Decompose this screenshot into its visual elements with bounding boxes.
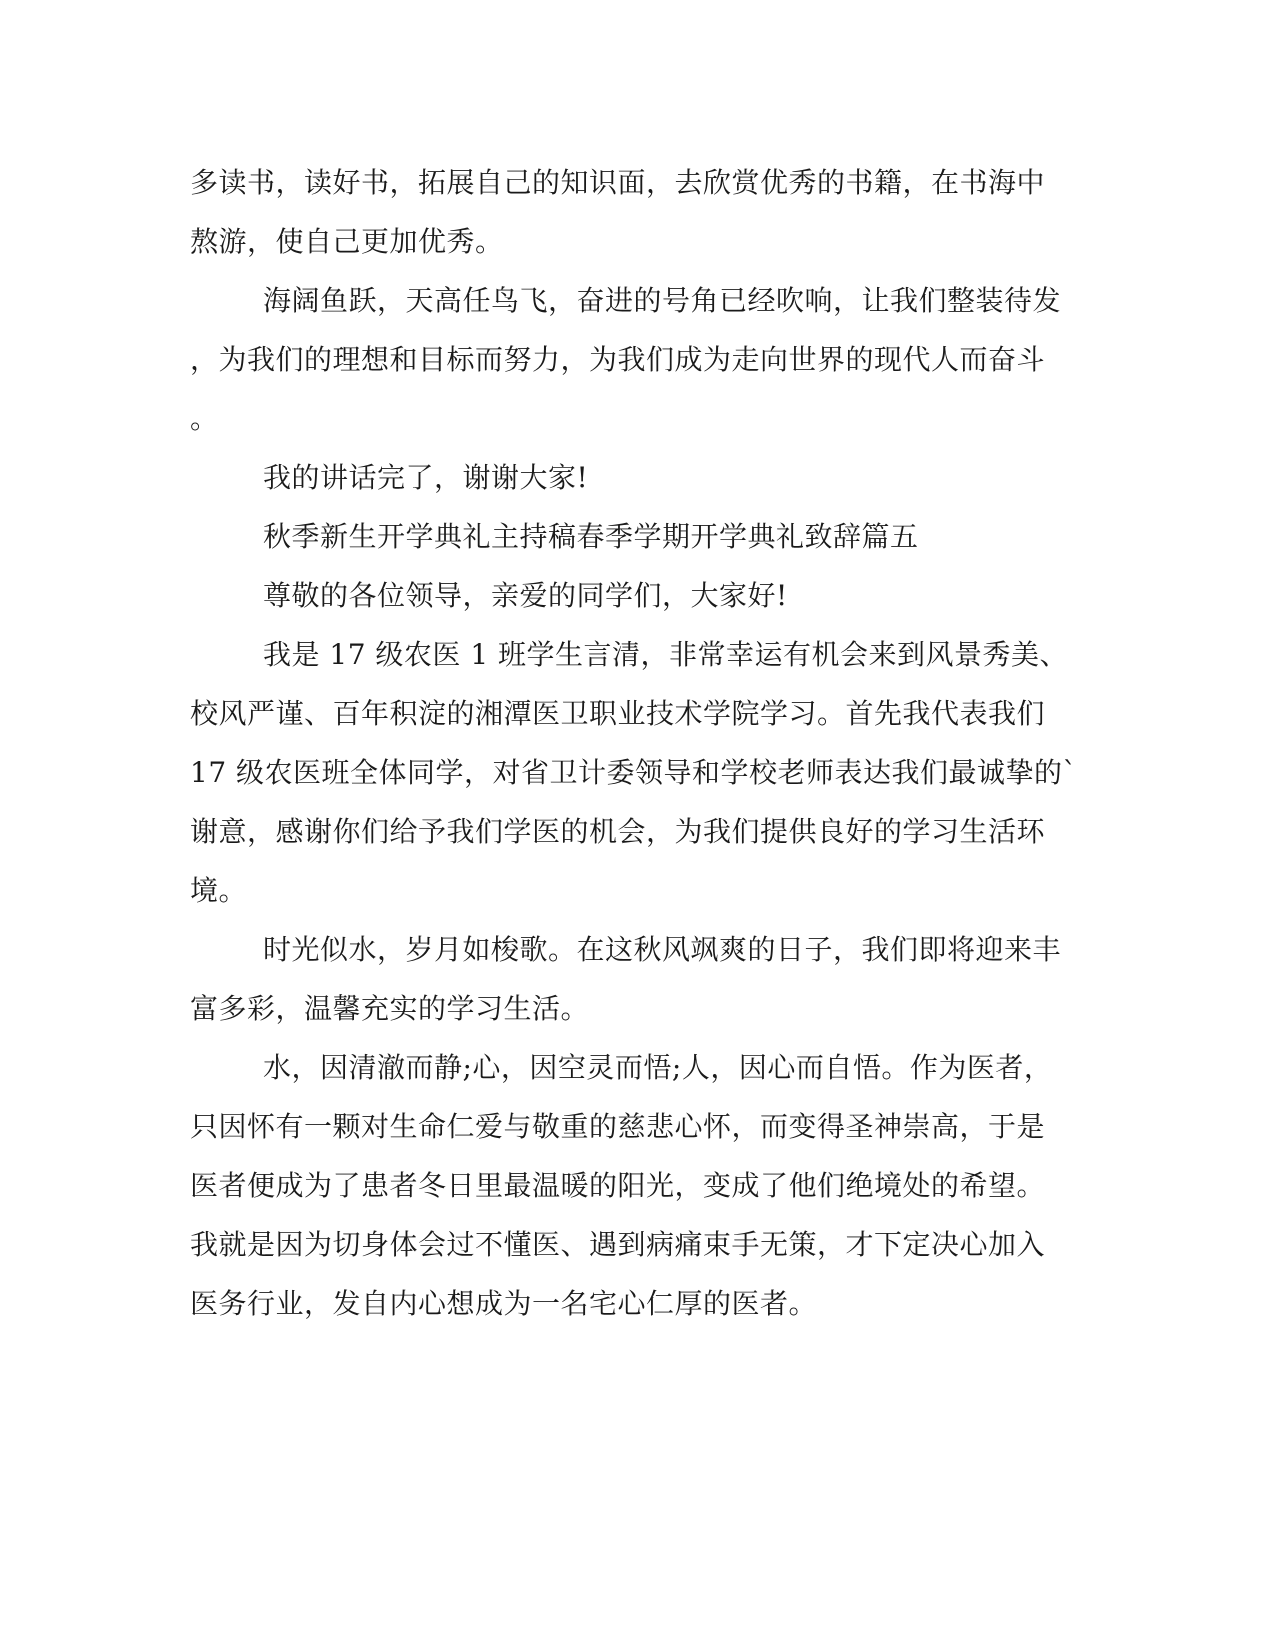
text-line: 熬游，使自己更加优秀。	[190, 225, 504, 258]
text-line: 时光似水，岁月如梭歌。在这秋风飒爽的日子，我们即将迎来丰	[263, 933, 1062, 966]
text-line: 境。	[190, 874, 248, 907]
text-line: ，为我们的理想和目标而努力，为我们成为走向世界的现代人而奋斗	[190, 343, 1046, 376]
text-line: 海阔鱼跃，天高任鸟飞，奋进的号角已经吹响，让我们整装待发	[263, 284, 1062, 317]
text-line: 我就是因为切身体会过不懂医、遇到病痛束手无策，才下定决心加入	[190, 1228, 1046, 1261]
text-line: 水，因清澈而静;心，因空灵而悟;人，因心而自悟。作为医者，	[263, 1051, 1053, 1084]
section-heading: 秋季新生开学典礼主持稿春季学期开学典礼致辞篇五	[263, 520, 919, 553]
text-line: 我是 17 级农医 1 班学生言清，非常幸运有机会来到风景秀美、	[263, 638, 1069, 671]
text-line: 只因怀有一颗对生命仁爱与敬重的慈悲心怀，而变得圣神崇高，于是	[190, 1110, 1046, 1143]
text-line: 富多彩，温馨充实的学习生活。	[190, 992, 590, 1025]
text-line: 17 级农医班全体同学，对省卫计委领导和学校老师表达我们最诚挚的`	[190, 756, 1078, 789]
text-line: 校风严谨、百年积淀的湘潭医卫职业技术学院学习。首先我代表我们	[190, 697, 1046, 730]
text-line: 尊敬的各位领导，亲爱的同学们，大家好!	[263, 579, 788, 612]
text-line: 我的讲话完了，谢谢大家!	[263, 461, 589, 494]
text-line: 谢意，感谢你们给予我们学医的机会，为我们提供良好的学习生活环	[190, 815, 1046, 848]
text-line: 。	[190, 402, 219, 435]
text-line: 多读书，读好书，拓展自己的知识面，去欣赏优秀的书籍，在书海中	[190, 166, 1046, 199]
text-line: 医者便成为了患者冬日里最温暖的阳光，变成了他们绝境处的希望。	[190, 1169, 1046, 1202]
text-line: 医务行业，发自内心想成为一名宅心仁厚的医者。	[190, 1287, 818, 1320]
